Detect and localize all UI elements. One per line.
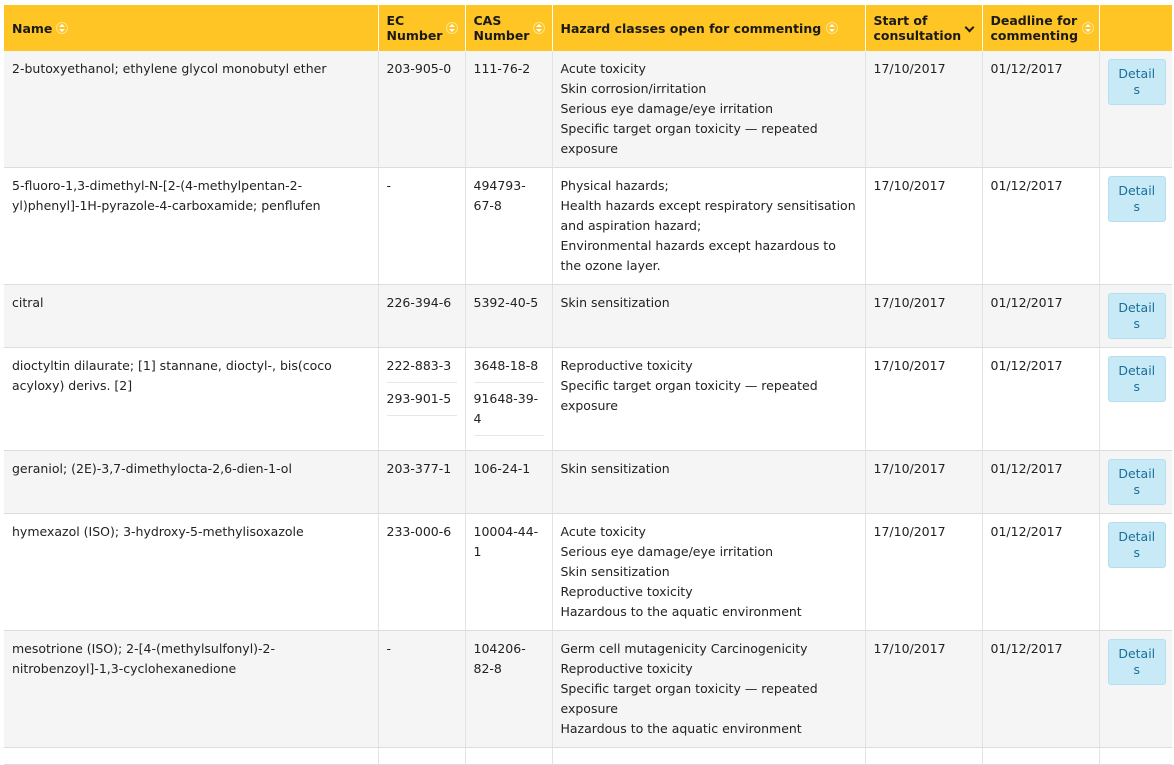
column-header-ec[interactable]: [378, 5, 465, 51]
cell-start-date: 17/10/2017: [865, 285, 982, 348]
ec-number-value: 226-394-6: [386, 295, 452, 310]
ec-number-value: -: [386, 178, 392, 193]
cell-start-date: 17/10/2017: [865, 348, 982, 451]
cell-cas-number: [465, 348, 552, 451]
details-button[interactable]: Details: [1108, 356, 1167, 402]
cell-deadline-date: [982, 748, 1099, 765]
cell-cas-number: [465, 168, 552, 285]
ec-number-value: 233-000-6: [386, 524, 452, 539]
cell-actions: [1099, 748, 1172, 765]
cell-hazard-classes: [552, 631, 865, 748]
cell-deadline-date: 01/12/2017: [982, 168, 1099, 285]
cas-number-value: 91648-39-4: [474, 389, 544, 436]
hazard-class-item: Skin sensitization: [560, 461, 670, 476]
sort-icon[interactable]: [533, 22, 545, 34]
hazard-class-item: Specific target organ toxicity — repeated exposure: [560, 121, 818, 156]
consultation-table: [4, 5, 1172, 765]
cell-ec-number: [378, 514, 465, 631]
cell-start-date: 17/10/2017: [865, 631, 982, 748]
cell-ec-number: [378, 451, 465, 514]
column-header-name-label: Name: [12, 20, 53, 36]
hazard-class-item: Specific target organ toxicity — repeated exposure: [560, 378, 818, 413]
column-header-start-label: Start of consultation: [873, 13, 962, 43]
sort-icon[interactable]: [826, 22, 838, 34]
column-header-name[interactable]: [4, 5, 378, 51]
hazard-class-item: Health hazards except respiratory sensitisation and aspiration hazard;: [560, 198, 856, 233]
cell-hazard-classes: [552, 348, 865, 451]
cell-hazard-classes: [552, 748, 865, 765]
ec-number-value: -: [386, 641, 392, 656]
column-header-ec-label: EC Number: [386, 13, 443, 43]
column-header-hazard-label: Hazard classes open for commenting: [560, 20, 822, 36]
table-row: [4, 451, 1172, 514]
column-header-deadline-label: Deadline for commenting: [990, 13, 1079, 43]
hazard-class-item: Reproductive toxicity: [560, 358, 693, 373]
cell-actions: [1099, 348, 1172, 451]
cell-deadline-date: 01/12/2017: [982, 51, 1099, 168]
cell-ec-number: [378, 631, 465, 748]
cell-deadline-date: 01/12/2017: [982, 348, 1099, 451]
hazard-class-item: Skin sensitization: [560, 564, 670, 579]
cell-actions: [1099, 51, 1172, 168]
hazard-class-item: Acute toxicity: [560, 524, 646, 539]
table-row: [4, 285, 1172, 348]
hazard-class-item: Serious eye damage/eye irritation: [560, 101, 774, 116]
consultation-table-container: [4, 5, 1172, 765]
ec-number-value: 203-377-1: [386, 461, 452, 476]
cell-start-date: 17/10/2017: [865, 51, 982, 168]
details-button[interactable]: Details: [1108, 59, 1167, 105]
hazard-class-item: Environmental hazards except hazardous to the ozone layer.: [560, 238, 836, 273]
cell-name: citral: [4, 285, 378, 348]
column-header-hazard[interactable]: [552, 5, 865, 51]
cell-cas-number: [465, 285, 552, 348]
hazard-class-item: Specific target organ toxicity — repeated exposure: [560, 681, 818, 716]
table-header: [4, 5, 1172, 51]
cell-cas-number: [465, 451, 552, 514]
cell-start-date: [865, 748, 982, 765]
cell-cas-number: [465, 51, 552, 168]
sort-icon[interactable]: [446, 22, 458, 34]
sort-icon[interactable]: [56, 22, 68, 34]
hazard-class-item: Reproductive toxicity: [560, 661, 693, 676]
table-row: [4, 168, 1172, 285]
hazard-class-item: Physical hazards;: [560, 178, 669, 193]
ec-number-value: 222-883-3: [387, 356, 457, 383]
cell-name: mesotrione (ISO); 2-[4-(methylsulfonyl)-2-nitrobenzoyl]-1,3-cyclohexanedione: [4, 631, 378, 748]
hazard-class-item: Hazardous to the aquatic environment: [560, 721, 802, 736]
cell-ec-number: [378, 285, 465, 348]
details-button[interactable]: Details: [1108, 639, 1167, 685]
cell-actions: [1099, 451, 1172, 514]
sort-icon[interactable]: [1082, 22, 1094, 34]
cell-name: 2-butoxyethanol; ethylene glycol monobutyl ether: [4, 51, 378, 168]
cas-number-value: 3648-18-8: [474, 356, 544, 383]
hazard-class-item: Skin sensitization: [560, 295, 670, 310]
cell-start-date: 17/10/2017: [865, 451, 982, 514]
hazard-class-item: Serious eye damage/eye irritation: [560, 544, 774, 559]
table-body: [4, 51, 1172, 765]
cell-deadline-date: 01/12/2017: [982, 631, 1099, 748]
cell-ec-number: [378, 168, 465, 285]
cas-number-value: 111-76-2: [473, 61, 531, 76]
cell-hazard-classes: [552, 451, 865, 514]
cas-number-value: 10004-44-1: [473, 524, 539, 559]
table-row: [4, 514, 1172, 631]
cas-number-value: 5392-40-5: [473, 295, 539, 310]
cell-name: 5-fluoro-1,3-dimethyl-N-[2-(4-methylpentan-2-yl)phenyl]-1H-pyrazole-4-carboxamide; penflufen: [4, 168, 378, 285]
cell-start-date: 17/10/2017: [865, 168, 982, 285]
cell-name: geraniol; (2E)-3,7-dimethylocta-2,6-dien-1-ol: [4, 451, 378, 514]
cell-deadline-date: 01/12/2017: [982, 285, 1099, 348]
cell-hazard-classes: [552, 168, 865, 285]
header-row: [4, 5, 1172, 51]
ec-number-value: 203-905-0: [386, 61, 452, 76]
details-button[interactable]: Details: [1108, 293, 1167, 339]
cas-number-value: 104206-82-8: [473, 641, 526, 676]
cas-number-value: 494793-67-8: [473, 178, 526, 213]
cell-actions: [1099, 514, 1172, 631]
cell-hazard-classes: [552, 51, 865, 168]
chevron-down-icon[interactable]: [965, 23, 975, 33]
cell-actions: [1099, 168, 1172, 285]
cell-cas-number: [465, 514, 552, 631]
cell-ec-number: [378, 748, 465, 765]
cell-cas-number: [465, 748, 552, 765]
cell-hazard-classes: [552, 514, 865, 631]
cell-ec-number: [378, 51, 465, 168]
hazard-class-item: Reproductive toxicity: [560, 584, 693, 599]
column-header-cas[interactable]: [465, 5, 552, 51]
table-row: [4, 631, 1172, 748]
cell-actions: [1099, 285, 1172, 348]
table-row: [4, 348, 1172, 451]
ec-number-value: 293-901-5: [387, 389, 457, 416]
details-button[interactable]: Details: [1108, 522, 1167, 568]
details-button[interactable]: Details: [1108, 459, 1167, 505]
cell-name: [4, 748, 378, 765]
column-header-cas-label: CAS Number: [473, 13, 530, 43]
cell-deadline-date: 01/12/2017: [982, 514, 1099, 631]
hazard-class-item: Hazardous to the aquatic environment: [560, 604, 802, 619]
cell-actions: [1099, 631, 1172, 748]
table-row: [4, 748, 1172, 765]
cell-name: hymexazol (ISO); 3-hydroxy-5-methylisoxazole: [4, 514, 378, 631]
cell-hazard-classes: [552, 285, 865, 348]
cell-deadline-date: 01/12/2017: [982, 451, 1099, 514]
hazard-class-item: Skin corrosion/irritation: [560, 81, 707, 96]
hazard-class-item: Acute toxicity: [560, 61, 646, 76]
table-row: [4, 51, 1172, 168]
cell-start-date: 17/10/2017: [865, 514, 982, 631]
hazard-class-item: Germ cell mutagenicity Carcinogenicity: [560, 641, 808, 656]
column-header-start[interactable]: [865, 5, 982, 51]
cell-name: dioctyltin dilaurate; [1] stannane, dioctyl-, bis(coco acyloxy) derivs. [2]: [4, 348, 378, 451]
details-button[interactable]: Details: [1108, 176, 1167, 222]
cell-ec-number: [378, 348, 465, 451]
column-header-deadline[interactable]: [982, 5, 1099, 51]
cell-cas-number: [465, 631, 552, 748]
cas-number-value: 106-24-1: [473, 461, 531, 476]
column-header-actions: [1099, 5, 1172, 51]
